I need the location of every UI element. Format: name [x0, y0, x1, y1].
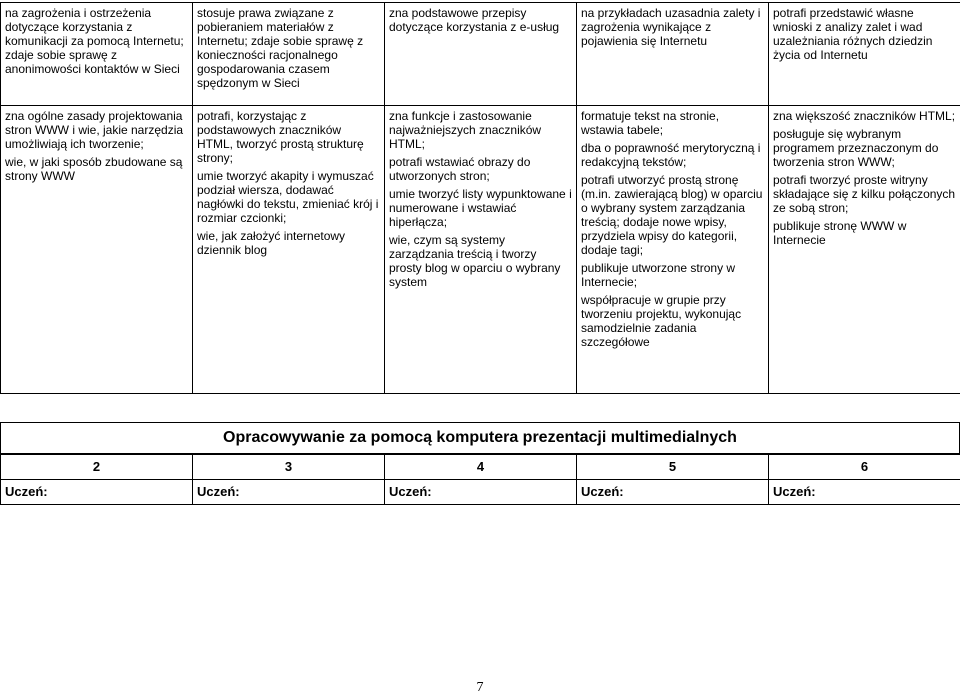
cell-text: umie tworzyć akapity i wymuszać podział wiersza, dodawać nagłówki do tekstu, zmieniać krój i rozmiar czcionki;: [197, 169, 380, 225]
table-cell: [1, 106, 193, 394]
cell-text: dba o poprawność merytoryczną i redakcyjną tekstów;: [581, 141, 764, 169]
cell-text: wie, jak założyć internetowy dziennik blog: [197, 229, 380, 257]
cell-text: na przykładach uzasadnia zalety i zagrożenia wynikające z pojawienia się Internetu: [581, 6, 764, 48]
cell-text: posługuje się wybranym programem przeznaczonym do tworzenia stron WWW;: [773, 127, 956, 169]
grade-header: 5: [577, 455, 769, 480]
table-cell: [577, 106, 769, 394]
cell-text: zna większość znaczników HTML;: [773, 109, 956, 123]
student-label: Uczeń:: [385, 480, 577, 505]
cell-text: wie, czym są systemy zarządzania treścią i tworzy prosty blog w oparciu o wybrany system: [389, 233, 572, 289]
page-number: 7: [0, 680, 960, 696]
cell-text: współpracuje w grupie przy tworzeniu projektu, wykonując samodzielnie zadania szczegółowe: [581, 293, 764, 349]
grade-header: 4: [385, 455, 577, 480]
cell-text: publikuje stronę WWW w Internecie: [773, 219, 956, 247]
table-cell: [769, 3, 960, 106]
cell-text: umie tworzyć listy wypunktowane i numerowane i wstawiać hiperłącza;: [389, 187, 572, 229]
table-cell: [385, 106, 577, 394]
cell-text: zna podstawowe przepisy dotyczące korzystania z e-usług: [389, 6, 572, 34]
table-cell: [1, 3, 193, 106]
student-label-row: [1, 480, 960, 505]
table-cell: [385, 3, 577, 106]
grade-header: 6: [769, 455, 960, 480]
grade-header: 2: [1, 455, 193, 480]
student-label: Uczeń:: [577, 480, 769, 505]
student-label: Uczeń:: [193, 480, 385, 505]
grade-header-row: [1, 455, 960, 480]
table-cell: [577, 3, 769, 106]
cell-text: formatuje tekst na stronie, wstawia tabele;: [581, 109, 764, 137]
cell-text: zna funkcje i zastosowanie najważniejszych znaczników HTML;: [389, 109, 572, 151]
cell-text: wie, w jaki sposób zbudowane są strony WWW: [5, 155, 188, 183]
cell-text: potrafi utworzyć prostą stronę (m.in. zawierającą blog) w oparciu o wybrany system zarządzania treścią; dodaje nowe wpisy, przydziela wpisy do kategorii, dodaje tagi;: [581, 173, 764, 257]
table-row: [1, 3, 960, 106]
cell-text: zna ogólne zasady projektowania stron WWW i wie, jakie narzędzia umożliwiają ich tworzenie;: [5, 109, 188, 151]
grade-header: 3: [193, 455, 385, 480]
cell-text: potrafi tworzyć proste witryny składające się z kilku połączonych ze sobą stron;: [773, 173, 956, 215]
student-label: Uczeń:: [769, 480, 960, 505]
requirements-table: [0, 2, 960, 394]
cell-text: potrafi, korzystając z podstawowych znaczników HTML, tworzyć prostą strukturę strony;: [197, 109, 380, 165]
table-row: [1, 106, 960, 394]
cell-text: na zagrożenia i ostrzeżenia dotyczące korzystania z komunikacji za pomocą Internetu; zdaje sobie sprawę z anonimowości kontaktów w Sieci: [5, 6, 188, 76]
table-cell: [193, 3, 385, 106]
student-label: Uczeń:: [1, 480, 193, 505]
table-cell: [193, 106, 385, 394]
table-cell: [769, 106, 960, 394]
cell-text: publikuje utworzone strony w Internecie;: [581, 261, 764, 289]
cell-text: potrafi przedstawić własne wnioski z analizy zalet i wad uzależniania różnych dziedzin życia od Internetu: [773, 6, 956, 62]
cell-text: stosuje prawa związane z pobieraniem materiałów z Internetu; zdaje sobie sprawę z konieczności racjonalnego gospodarowania czasem spędzonym w Sieci: [197, 6, 380, 90]
section-title: Opracowywanie za pomocą komputera prezentacji multimedialnych: [0, 422, 960, 454]
grades-table: [0, 454, 960, 505]
cell-text: potrafi wstawiać obrazy do utworzonych stron;: [389, 155, 572, 183]
